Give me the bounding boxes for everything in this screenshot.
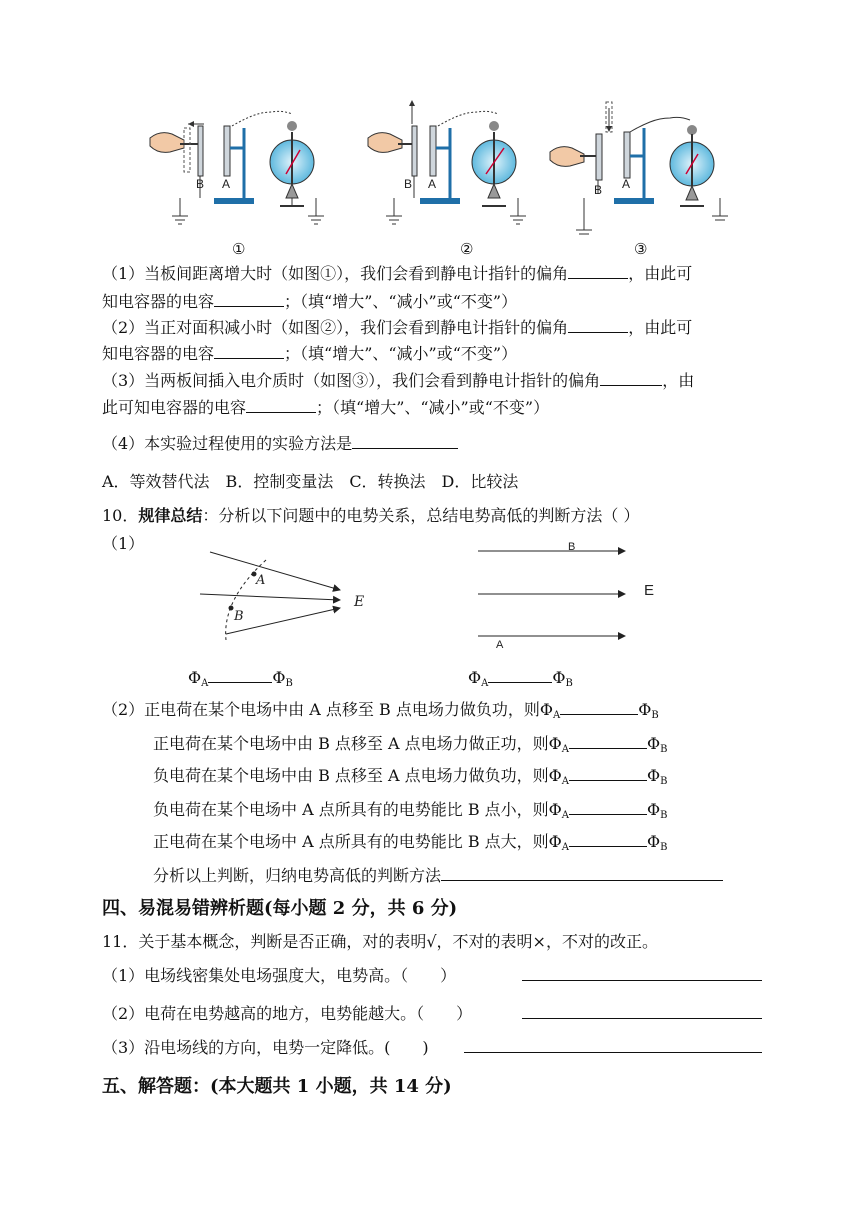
q10-part2-line1: （2）正电荷在某个电场中由 A 点移至 B 点电场力做负功，则$\Phi_A$ $\Phi_B$ <box>102 700 659 721</box>
diagram2-label-a: A <box>496 639 504 651</box>
diagram2-label-e: E <box>644 582 655 599</box>
q11-item-3: （3）沿电场线的方向，电势一定降低。( ) <box>102 1038 429 1057</box>
q11-item-1: （1）电场线密集处电场强度大，电势高。（ ） <box>102 966 457 985</box>
q10-part2-line3: 负电荷在某个电场中由 B 点移至 A 点电场力做负功，则$\Phi_A$ $\Phi_B$ <box>153 766 668 787</box>
q9-part1-line2: 知电容器的电容 ；（填“增大”、“减小”或“不变”） <box>102 292 518 311</box>
diagram1-label-e: E <box>354 594 365 610</box>
fig2-label-b: B <box>404 177 413 191</box>
q11-item-2: （2）电荷在电势越高的地方，电势能越大。（ ） <box>102 1004 473 1023</box>
q10-part1-label: （1） <box>102 534 145 553</box>
q9-options: A．等效替代法 B．控制变量法 C．转换法 D．比较法 <box>102 472 519 491</box>
q11-stem: 11．关于基本概念，判断是否正确，对的表明√，不对的表明×，不对的改正。 <box>102 932 658 951</box>
figure-2 <box>368 100 526 224</box>
q9-part2-line1: （2）当正对面积减小时（如图②），我们会看到静电计指针的偏角 ，由此可 <box>102 318 693 337</box>
field-diagram-1 <box>190 544 390 644</box>
q11-answer-line-1 <box>522 966 762 981</box>
q9-part4: （4）本实验过程使用的实验方法是 <box>102 434 458 454</box>
section-5-heading: 五、解答题：(本大题共 1 小题，共 14 分) <box>102 1076 452 1097</box>
fig2-label-a: A <box>428 177 437 191</box>
q9-part2-line2: 知电容器的电容 ；（填“增大”、“减小”或“不变”） <box>102 344 518 363</box>
q9-part1-line1: （1）当板间距离增大时（如图①），我们会看到静电计指针的偏角 ，由此可 <box>102 264 693 283</box>
figure-3 <box>550 102 728 234</box>
field-diagram-2 <box>470 540 670 652</box>
q10-fig2-compare: $\Phi_A$ $\Phi_B$ <box>468 668 573 689</box>
q9-part3-line2: 此可知电容器的电容 ；（填“增大”、“减小”或“不变”） <box>102 398 550 417</box>
fig1-label-b: B <box>196 177 205 191</box>
diagram2-label-b: B <box>568 541 576 553</box>
fig3-label-a: A <box>622 177 631 191</box>
q11-answer-line-3 <box>464 1038 762 1053</box>
q10-summary: 分析以上判断，归纳电势高低的判断方法 <box>153 866 723 886</box>
capacitor-figures <box>140 98 760 238</box>
diagram1-label-b: B <box>234 609 244 624</box>
caption-figure-1: ① <box>232 240 246 258</box>
q11-answer-line-2 <box>522 1004 762 1019</box>
q9-part3-line1: （3）当两板间插入电介质时（如图③），我们会看到静电计指针的偏角 ，由 <box>102 371 695 390</box>
q10-stem: 10．规律总结：分析以下问题中的电势关系，总结电势高低的判断方法（ ） <box>102 506 640 525</box>
q10-part2-line5: 正电荷在某个电场中 A 点所具有的电势能比 B 点大，则$\Phi_A$ $\Phi_B$ <box>153 832 668 853</box>
section-4-heading: 四、易混易错辨析题(每小题 2 分，共 6 分) <box>102 898 458 919</box>
caption-figure-2: ② <box>460 240 474 258</box>
fig1-label-a: A <box>222 177 231 191</box>
q10-fig1-compare: $\Phi_A$ $\Phi_B$ <box>188 668 293 689</box>
q10-part2-line2: 正电荷在某个电场中由 B 点移至 A 点电场力做正功，则$\Phi_A$ $\Phi_B$ <box>153 734 668 755</box>
fig3-label-b: B <box>594 183 603 197</box>
diagram1-label-a: A <box>256 573 266 588</box>
caption-figure-3: ③ <box>634 240 648 258</box>
figure-1 <box>150 111 324 224</box>
q10-part2-line4: 负电荷在某个电场中 A 点所具有的电势能比 B 点小，则$\Phi_A$ $\Phi_B$ <box>153 800 668 821</box>
